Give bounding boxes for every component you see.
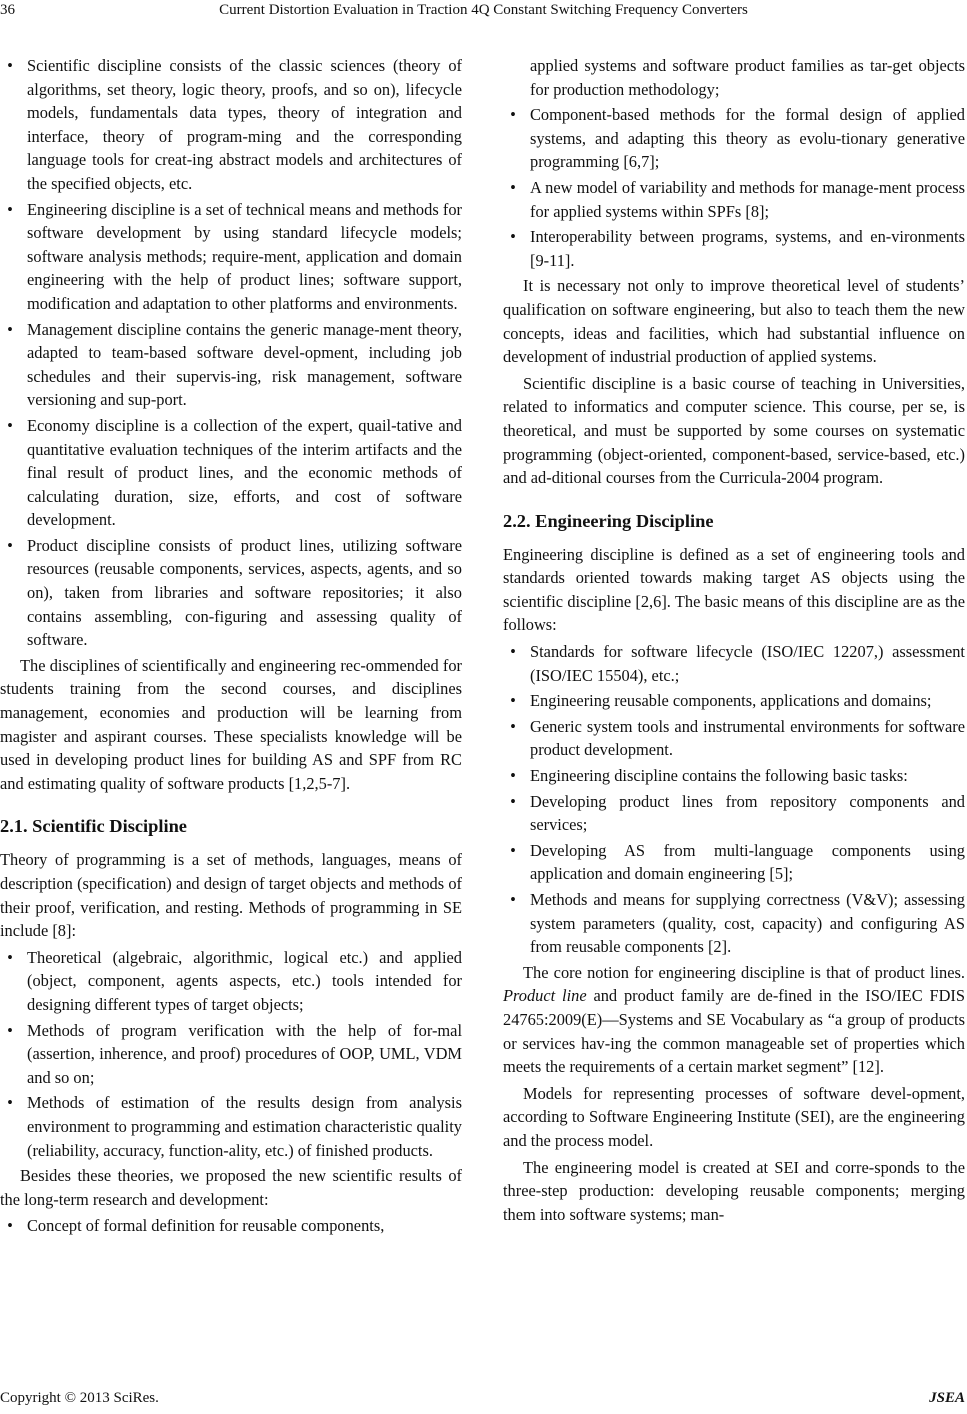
copyright-notice: Copyright © 2013 SciRes. — [0, 1390, 159, 1406]
paragraph: The disciplines of scientifically and engineering rec-ommended for students training from the second courses, and disciplines management, economies and production will be learning from magister and aspirant courses. These specialists knowledge will be used in developing product lines for building AS and SPF from RC and estimating quality of software products [1,2,5-7]. — [0, 655, 462, 793]
bullet-icon: • — [510, 716, 516, 736]
list-item: • Engineering discipline contains the following basic tasks: — [503, 764, 965, 788]
list-item: • A new model of variability and methods for manage-ment process for applied systems within SPFs [8]; — [503, 176, 965, 223]
list-item: • Product discipline consists of product lines, utilizing software resources (reusable components, services, aspects, agents, and so on), taken from libraries and software repositories; it also contains assembling, con-figuring and assessing quality of software. — [0, 534, 462, 652]
emphasis-term: Product line — [503, 986, 587, 1006]
bullet-icon: • — [7, 947, 13, 967]
bullet-icon: • — [7, 1020, 13, 1040]
list-item: • Standards for software lifecycle (ISO/IEC 12207,) assessment (ISO/IEC 15504), etc.; — [503, 640, 965, 687]
bullet-icon: • — [7, 199, 13, 219]
running-title: Current Distortion Evaluation in Traction 4Q Constant Switching Frequency Converters — [219, 2, 748, 18]
list-item: • Concept of formal definition for reusable components, — [0, 1214, 462, 1238]
right-column — [503, 54, 965, 1229]
bullet-icon: • — [7, 319, 13, 339]
paragraph: Scientific discipline is a basic course of teaching in Universities, related to informatics and computer science. This course, per se, is theoretical, and must be supported by some courses on systematic programming (object-oriented, component-based, service-based, etc.) and ad-ditional courses from the Curricula-2004 program. — [503, 373, 965, 488]
list-item: • Methods and means for supplying correctness (V&V); assessing system parameters (quality, cost, capacity) and configuring AS from reusable components [2]. — [503, 888, 965, 959]
bullet-icon: • — [7, 1216, 13, 1236]
list-item: • Methods of program verification with the help of for-mal (assertion, inherence, and proof) procedures of OOP, UML, VDM and so on; — [0, 1019, 462, 1090]
bullet-icon: • — [510, 840, 516, 860]
results-list — [0, 1214, 462, 1238]
page-number: 36 — [0, 2, 15, 18]
bullet-icon: • — [510, 177, 516, 197]
bullet-icon: • — [510, 642, 516, 662]
journal-abbrev: JSEA — [929, 1390, 965, 1406]
bullet-icon: • — [510, 890, 516, 909]
list-item: • Scientific discipline consists of the classic sciences (theory of algorithms, set theory, logic theory, proofs, and so on), lifecycle models, fundamentals data types, theory of integration and interface, theory of program-ming and the corresponding language tools for creat-ing abstract models and architectures of the specified objects, etc. — [0, 54, 462, 196]
list-item: • Economy discipline is a collection of the expert, quail-tative and quantitative evaluation techniques of the interim artifacts and the final result of product lines, and the economic methods of calculating duration, size, efforts, and cost of software development. — [0, 414, 462, 532]
list-item: • Methods of estimation of the results design from analysis environment to programming and estimation characteristic quality (reliability, accuracy, function-ality, etc.) of finished products. — [0, 1091, 462, 1162]
list-item: • Developing product lines from repository components and services; — [503, 790, 965, 837]
discipline-list — [0, 54, 462, 652]
list-item: • Interoperability between programs, systems, and en-vironments [9-11]. — [503, 225, 965, 272]
section-heading: 2.1. Scientific Discipline — [0, 816, 187, 837]
bullet-icon: • — [510, 691, 516, 711]
bullet-icon: • — [7, 415, 13, 435]
page-header — [0, 0, 967, 22]
list-item: applied systems and software product families as tar-get objects for production methodology; — [530, 56, 965, 99]
paragraph: Theory of programming is a set of methods, languages, means of description (specification) and design of target objects and methods of their proof, verification, and resting. Methods of programming in SE include [8]: — [0, 850, 462, 941]
paragraph: Besides these theories, we proposed the new scientific results of the long-term research and development: — [0, 1166, 462, 1209]
results-list-continued — [503, 54, 965, 272]
engineering-means-list — [503, 640, 965, 959]
bullet-icon: • — [7, 56, 13, 75]
bullet-icon: • — [510, 791, 516, 811]
paragraph: The engineering model is created at SEI and corre-sponds to the three-step production: developing reusable components; merging them into software systems; man- — [503, 1157, 965, 1224]
list-item: • Engineering discipline is a set of technical means and methods for software development by using standard lifecycle models; software analysis methods; require-ment, application and domain engineering with the help of product lines; software support, modification and adaptation to other platforms and environments. — [0, 198, 462, 316]
paragraph: Engineering discipline is defined as a set of engineering tools and standards oriented towards making target AS objects using the scientific discipline [2,6]. The basic means of this discipline are as the follows: — [503, 544, 965, 635]
bullet-icon: • — [510, 766, 516, 786]
methods-list — [0, 946, 462, 1162]
paragraph: Models for representing processes of software devel-opment, according to Software Engineering Institute (SEI), are the engineering and the process model. — [503, 1083, 965, 1150]
left-column — [0, 54, 462, 1240]
list-item: • Generic system tools and instrumental environments for software product development. — [503, 715, 965, 762]
paragraph: The core notion for engineering discipline is that of product lines. Product line and product family are de-fined in the ISO/IEC FDIS 24765:2009(E)—Systems and SE Vocabulary as “a group of products or services hav-ing the common manageable set of properties which meets the requirements of a certain market segment” [12]. — [503, 962, 965, 1077]
list-item: • Engineering reusable components, applications and domains; — [503, 689, 965, 713]
bullet-icon: • — [510, 227, 516, 247]
list-item: • Theoretical (algebraic, algorithmic, logical etc.) and applied (object, component, agents aspects, etc.) tools intended for designing different types of target objects; — [0, 946, 462, 1017]
bullet-icon: • — [510, 105, 516, 125]
section-heading: 2.2. Engineering Discipline — [503, 510, 714, 531]
bullet-icon: • — [7, 535, 13, 555]
bullet-icon: • — [7, 1093, 13, 1113]
list-item: • Developing AS from multi-language components using application and domain engineering [5]; — [503, 839, 965, 886]
list-item: • Management discipline contains the generic manage-ment theory, adapted to team-based software devel-opment, including job schedules and their supervis-ing, risk management, software versioning and sup-port. — [0, 318, 462, 412]
list-item: • Component-based methods for the formal design of applied systems, and adapting this theory as evolu-tionary generative programming [6,7]; — [503, 103, 965, 174]
paragraph: It is necessary not only to improve theoretical level of students’ qualification on software engineering, but also to teach them the new concepts, ideas and facilities, which had substantial influence on development of industrial production of applied systems. — [503, 276, 965, 367]
